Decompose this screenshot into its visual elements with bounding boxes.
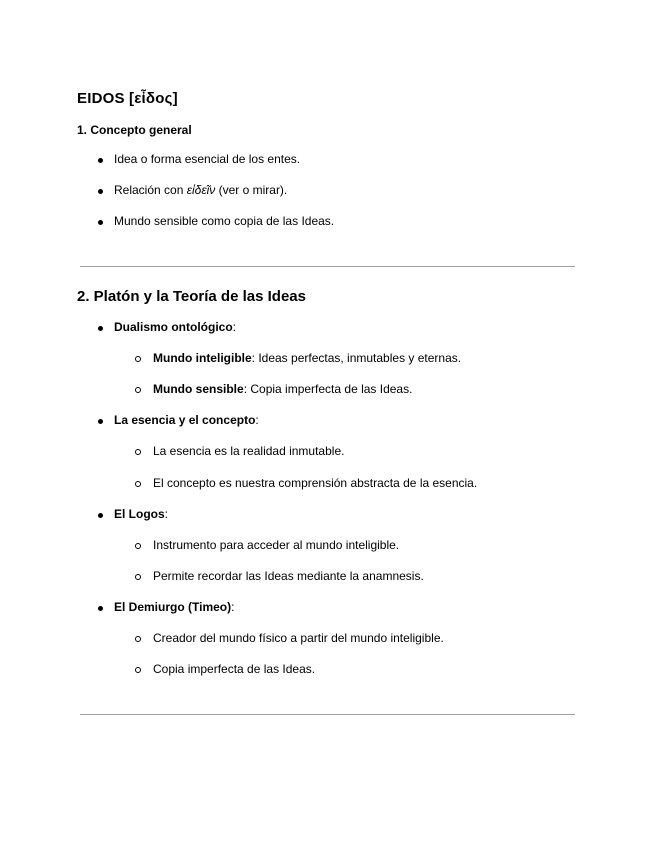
bullet-disc-icon xyxy=(95,214,105,228)
group-label: La esencia y el concepto xyxy=(114,413,256,427)
bullet-disc-icon xyxy=(95,507,105,521)
bullet-disc-icon xyxy=(95,183,105,197)
document-title: EIDOS [εἶδος] xyxy=(77,90,178,107)
bullet-disc-icon xyxy=(95,152,105,166)
bullet-circle-icon xyxy=(133,476,143,490)
group-label: El Logos xyxy=(114,507,165,521)
group-label: El Demiurgo (Timeo) xyxy=(114,600,232,614)
list-item-text: Mundo sensible como copia de las Ideas. xyxy=(114,214,335,228)
list-item-text: Idea o forma esencial de los entes. xyxy=(114,152,301,166)
bullet-disc-icon xyxy=(95,413,105,427)
bullet-circle-icon xyxy=(133,631,143,645)
bullet-circle-icon xyxy=(133,444,143,458)
horizontal-divider xyxy=(80,266,575,267)
list-item-text-pre: Relación con xyxy=(114,183,187,197)
document-page: EIDOS [εἶδος] 1. Concepto general Idea o forma esencial de los entes. Relación con εἰδεῖν (ver o mirar). Mundo sensible como copia de las Ideas. 2. Platón y la Teoría de las Ideas Dualismo ontológico: Mundo inteligible: Ideas perfectas, inmutables y eternas. Mundo sensible: Copia imperfecta de las Ideas. La esencia y el concepto: La esencia es la realidad inmutable. El concepto es nuestra comprensión abstracta de la esencia. El Logos: Instrumento para acceder al mundo inteligible. Permite recordar las Ideas mediante la anamnesis. El Demiurgo (Timeo): Creador del mundo físico a partir del mundo inteligible. Copia imperfecta de las Ideas. xyxy=(0,0,655,848)
bullet-circle-icon xyxy=(133,538,143,552)
greek-word: εἰδεῖν xyxy=(186,183,216,197)
bullet-disc-icon xyxy=(95,600,105,614)
bullet-circle-icon xyxy=(133,382,143,396)
list-item-text xyxy=(114,183,287,197)
bullet-disc-icon xyxy=(95,320,105,334)
bullet-circle-icon xyxy=(133,662,143,676)
bullet-circle-icon xyxy=(133,351,143,365)
list-item-text-post: (ver o mirar). xyxy=(215,183,288,197)
horizontal-divider xyxy=(80,714,575,715)
bullet-circle-icon xyxy=(133,569,143,583)
group-label: Dualismo ontológico xyxy=(114,320,233,334)
section-1-heading: 1. Concepto general xyxy=(77,123,192,137)
section-2-heading: 2. Platón y la Teoría de las Ideas xyxy=(77,288,306,305)
